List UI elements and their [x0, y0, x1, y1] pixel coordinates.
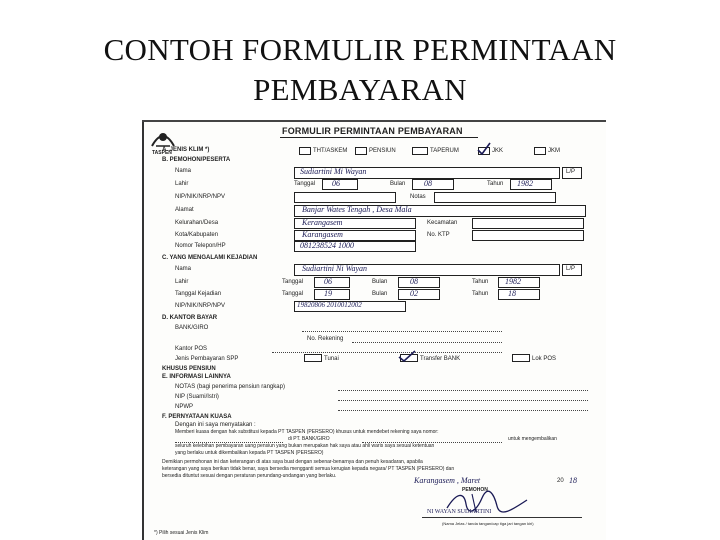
footnote: *) Pilih sesuai Jenis Klim [154, 530, 209, 536]
field-lahir-bulan[interactable] [412, 179, 454, 190]
label-k-tahun: Tahun [472, 291, 489, 297]
field-npwp[interactable] [338, 410, 588, 411]
kuasa-line-2: Memberi kuasa dengan hak substitusi kepada PT TASPEN (PERSERO) khusus untuk mendebet rekening saya nomor: [175, 429, 439, 435]
scan-edge-top [142, 120, 606, 122]
section-b-label: B. PEMOHON/PESERTA [162, 157, 231, 163]
slide-title [0, 30, 720, 110]
label-c-tanggal: Tanggal [282, 279, 304, 285]
hw-c-nip: 19820806 2010012002 [297, 301, 362, 309]
label-k-bulan: Bulan [372, 291, 388, 297]
label-c-lp: L/P [566, 266, 576, 272]
sign-caption: (Nama Jelas / tanda tangan/cap tiga jari tangan kiri) [442, 521, 534, 526]
label-c-tahun: Tahun [472, 279, 489, 285]
label-kantor-pos: Kantor POS [175, 346, 208, 352]
label-tanggal: Tanggal [294, 181, 316, 187]
section-e-label: E. INFORMASI LAINNYA [162, 374, 231, 380]
opt-transfer-label: Transfer BANK [420, 356, 461, 362]
signature-line [422, 517, 582, 518]
opt-jkk-label: JKK [492, 148, 504, 154]
section-c-label: C. YANG MENGALAMI KEJADIAN [162, 255, 258, 261]
form-header: FORMULIR PERMINTAAN PEMBAYARAN [282, 126, 463, 136]
kuasa-line-3b: untuk mengembalikan [508, 436, 557, 442]
label-lp: L/P [566, 169, 576, 175]
section-f-label: F. PERNYATAAN KUASA [162, 414, 232, 420]
field-kejadian-bulan[interactable] [398, 289, 440, 300]
declaration-line-2: keterangan yang saya berikan tidak benar, saya bersedia mengganti semua kerugian kepada negara/ PT TASPEN (PERSERO) dan [162, 466, 455, 472]
hw-c-kejadian-thn: 18 [508, 289, 516, 298]
kuasa-line-3: di PT. BANK/GIRO [288, 436, 330, 442]
field-bank[interactable] [302, 331, 502, 332]
tahun-suffix: 20 [557, 478, 564, 484]
section-a-label: A. JENIS KLIM *) [162, 147, 210, 153]
label-kecamatan: Kecamatan [427, 220, 458, 226]
checkbox-jkm[interactable] [534, 147, 546, 155]
opt-tapperum-label: TAPERUM [430, 148, 459, 154]
kuasa-line-5: yang berlaku untuk dikembalikan kepada PT TASPEN (PERSERO) [175, 450, 324, 456]
check-mark-icon [476, 142, 492, 156]
label-tahun: Tahun [487, 181, 504, 187]
label-c-nama: Nama [175, 266, 192, 272]
checkbox-tapperum[interactable] [412, 147, 428, 155]
hw-c-nama: Sudiartini Ni Wayan [302, 264, 368, 273]
opt-pensiun-label: PENSIUN [369, 148, 396, 154]
label-lahir: Lahir [175, 181, 189, 187]
hw-lahir-tgl: 06 [332, 179, 340, 188]
label-nama: Nama [175, 168, 192, 174]
scan-edge-left [142, 120, 144, 540]
field-nip[interactable] [294, 192, 396, 203]
kuasa-line-4: seluruh kelebihan pembayaran uang pensiun yang bukan merupakan hak saya atau ahli waris saya sesuai ketentuan [175, 443, 435, 449]
opt-thtaskem-label: THT/ASKEM [313, 148, 348, 154]
opt-jkm-label: JKM [548, 148, 560, 154]
label-nip-suami: NIP (Suami/Istri) [175, 394, 219, 400]
field-notas-rangkap[interactable] [338, 390, 588, 391]
label-bank: BANK/GIRO [175, 325, 209, 331]
field-c-lahir-bulan[interactable] [398, 277, 440, 288]
section-d-label: D. KANTOR BAYAR [162, 315, 218, 321]
form-scan-image [142, 120, 606, 540]
kuasa-line-1: Dengan ini saya menyatakan : [175, 422, 256, 428]
hw-c-lahir-tgl: 06 [324, 277, 332, 286]
hw-nama: Sudiartini Mi Wayan [300, 167, 367, 176]
hw-c-lahir-bln: 08 [410, 277, 418, 286]
field-noktp[interactable] [472, 230, 584, 241]
field-lahir-tanggal[interactable] [322, 179, 358, 190]
hw-place-date: Karangasem , Maret [414, 476, 481, 485]
form-header-rule [280, 137, 478, 138]
hw-lahir-bln: 08 [424, 179, 432, 188]
field-c-lahir-tanggal[interactable] [314, 277, 350, 288]
hw-sign-name: NI WAYAN SUDIARTINI [427, 509, 492, 515]
checkbox-thtaskem[interactable] [299, 147, 311, 155]
checkbox-lokpos[interactable] [512, 354, 530, 362]
label-noktp: No. KTP [427, 232, 450, 238]
field-kecamatan[interactable] [472, 218, 584, 229]
hw-telepon: 081238524 1000 [300, 241, 354, 250]
field-kejadian-tanggal[interactable] [314, 289, 350, 300]
label-norek: No. Rekening [307, 336, 344, 342]
checkbox-pensiun[interactable] [355, 147, 367, 155]
label-c-lahir: Lahir [175, 279, 189, 285]
field-norek[interactable] [352, 342, 502, 343]
label-k-tanggal: Tanggal [282, 291, 304, 297]
label-c-nip: NIP/NIK/NRP/NPV [175, 303, 226, 309]
label-nip: NIP/NIK/NRP/NPV [175, 194, 226, 200]
slide-title-line1: CONTOH FORMULIR PERMINTAAN [103, 32, 617, 67]
label-notas-rangkap: NOTAS (bagi penerima pensiun rangkap) [175, 384, 285, 390]
check-mark-icon [396, 349, 418, 363]
label-kota: Kota/Kabupaten [175, 232, 219, 238]
slide-title-line2: PEMBAYARAN [253, 72, 467, 107]
hw-alamat: Banjar Wates Tengah , Desa Mala [302, 205, 412, 214]
label-bulan: Bulan [390, 181, 406, 187]
logo-text: TASPEN [152, 150, 172, 156]
field-notas[interactable] [434, 192, 556, 203]
field-nip-suami[interactable] [338, 400, 588, 401]
label-npwp: NPWP [175, 404, 193, 410]
hw-kelurahan: Kerangasem [302, 218, 343, 227]
hw-c-kejadian-tgl: 19 [324, 289, 332, 298]
hw-tahun-suffix-value: 18 [569, 476, 577, 485]
label-alamat: Alamat [175, 207, 194, 213]
label-tgl-kejadian: Tanggal Kejadian [175, 291, 222, 297]
opt-lokpos-label: Lok POS [532, 356, 557, 362]
opt-tunai-label: Tunai [324, 356, 339, 362]
hw-c-lahir-thn: 1982 [505, 277, 521, 286]
label-notas: Notas [410, 194, 426, 200]
checkbox-tunai[interactable] [304, 354, 322, 362]
declaration-line-3: bersedia dituntut sesuai dengan peraturan perundang-undangan yang berlaku. [162, 473, 337, 479]
pemohon-label: PEMOHON [462, 487, 488, 493]
hw-lahir-thn: 1982 [517, 179, 533, 188]
label-telepon: Nomor Telepon/HP [175, 243, 226, 249]
label-c-bulan: Bulan [372, 279, 388, 285]
hw-kota: Karangasem [302, 230, 343, 239]
field-kantor-pos[interactable] [272, 352, 502, 353]
label-kelurahan: Kelurahan/Desa [175, 220, 219, 226]
label-jenis-spp: Jenis Pembayaran SPP [175, 356, 239, 362]
field-kejadian-tahun[interactable] [498, 289, 540, 300]
khusus-pensiun-label: KHUSUS PENSIUN [162, 366, 216, 372]
hw-c-kejadian-bln: 02 [410, 289, 418, 298]
declaration-line-1: Demikian permohonan ini dan keterangan di atas saya buat dengan sebenar-benarnya dan penuh kesadaran, apabila [162, 459, 423, 465]
